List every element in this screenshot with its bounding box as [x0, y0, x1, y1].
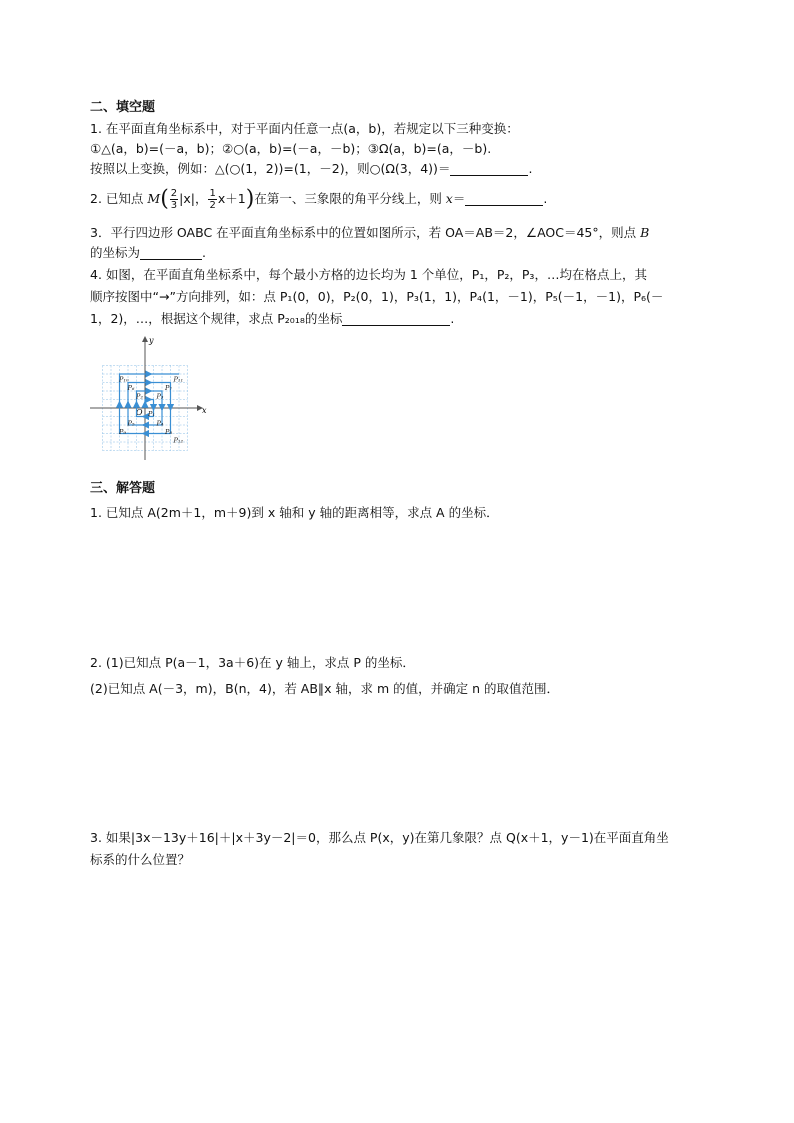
- answer-q2a: 2. (1)已知点 P(a－1，3a＋6)在 y 轴上，求点 P 的坐标．: [90, 655, 415, 670]
- answer-blank[interactable]: [465, 191, 543, 206]
- fill-q4-end: .: [450, 311, 455, 326]
- point-m-label: M: [147, 191, 161, 206]
- frac-numerator: 2: [170, 188, 178, 199]
- point-label: P₇: [165, 384, 172, 392]
- point-label: P₉: [119, 428, 126, 436]
- answer-q3-line2: 标系的什么位置？: [90, 852, 191, 867]
- fill-q1-line2: ①△(a，b)=(－a，b)；②○(a，b)=(－a，－b)；③Ω(a，b)=(a，－b).: [90, 141, 492, 156]
- fill-q4-line3: [90, 309, 454, 329]
- expr-tail: x＋1: [217, 191, 246, 206]
- fill-q1-line1: 1. 在平面直角坐标系中，对于平面内任意一点(a，b)，若规定以下三种变换：: [90, 121, 519, 136]
- left-paren: (: [160, 186, 169, 212]
- point-label: P₁₂: [173, 436, 184, 445]
- point-label: P₃: [156, 392, 164, 401]
- origin-label: O: [136, 408, 143, 417]
- abs-x: |x|，: [179, 191, 208, 206]
- y-axis-label: y: [149, 336, 154, 345]
- fill-q3-line1: [90, 223, 649, 243]
- fill-q2-suffix: 在第一、三象限的角平分线上，则: [254, 191, 446, 206]
- fill-q2-end: .: [543, 191, 548, 206]
- fill-q4-line3-text: 1，2)，…，根据这个规律，求点 P₂₀₁₈的坐标: [90, 311, 343, 326]
- fraction-two-thirds: [170, 188, 178, 211]
- right-paren: ): [245, 186, 255, 212]
- answer-q2b: (2)已知点 A(－3，m)，B(n，4)，若 AB∥x 轴，求 m 的值，并确定 n 的取值范围．: [90, 681, 560, 696]
- point-label: P₂: [136, 392, 143, 401]
- equals: ＝: [452, 191, 466, 206]
- point-label: P₁₁: [173, 375, 184, 384]
- point-label: P₁: [148, 410, 155, 418]
- fill-q2-prefix: 2. 已知点: [90, 191, 148, 206]
- fill-q4-line1: 4. 如图，在平面直角坐标系中，每个最小方格的边长均为 1 个单位，P₁，P₂，P₃，…均在格点上，其: [90, 267, 647, 282]
- section-heading-fill: 二、填空题: [90, 100, 156, 115]
- answer-blank[interactable]: [450, 161, 528, 176]
- answer-blank[interactable]: [140, 245, 202, 260]
- fill-q3-text: 3．平行四边形 OABC 在平面直角坐标系中的位置如图所示，若 OA＝AB＝2，∠AOC＝45°，则点: [90, 225, 641, 240]
- spiral-grid-figure: [90, 335, 210, 461]
- fill-q2: [90, 186, 547, 212]
- fill-q1-line3-end: .: [528, 161, 533, 176]
- var-x: x: [445, 191, 453, 206]
- fill-q1-line3: [90, 159, 532, 179]
- fill-q3-line2: [90, 243, 206, 263]
- point-b-label: B: [640, 225, 650, 240]
- fill-q1-line3-text: 按照以上变换，例如：△(○(1，2))=(1，－2)，则○(Ω(3，4))＝: [90, 161, 451, 176]
- point-label: P₅: [127, 419, 135, 428]
- fraction-one-half: [208, 188, 216, 211]
- frac-denominator: 2: [209, 200, 216, 211]
- fill-q4-line2: 顺序按图中“→”方向排列，如：点 P₁(0，0)，P₂(0，1)，P₃(1，1)，P₄(1，－1)，P₅(－1，－1)，P₆(－: [90, 289, 664, 304]
- point-label: P₁₀: [119, 375, 129, 384]
- frac-denominator: 3: [170, 200, 178, 211]
- x-axis-label: x: [202, 406, 207, 415]
- point-label: P₄: [156, 419, 164, 428]
- fill-q3-line2-text: 的坐标为: [90, 245, 141, 260]
- answer-q1: 1. 已知点 A(2m＋1，m＋9)到 x 轴和 y 轴的距离相等，求点 A 的坐标．: [90, 505, 499, 520]
- frac-numerator: 1: [209, 188, 216, 199]
- section-heading-answer: 三、解答题: [90, 481, 156, 496]
- answer-blank[interactable]: [342, 311, 450, 326]
- point-label: P₈: [165, 428, 172, 436]
- answer-q3-line1: 3. 如果|3x－13y＋16|＋|x＋3y－2|＝0，那么点 P(x，y)在第几象限？点 Q(x＋1，y－1)在平面直角坐: [90, 830, 669, 845]
- fill-q3-end: .: [202, 245, 206, 260]
- point-label: P₆: [127, 384, 135, 392]
